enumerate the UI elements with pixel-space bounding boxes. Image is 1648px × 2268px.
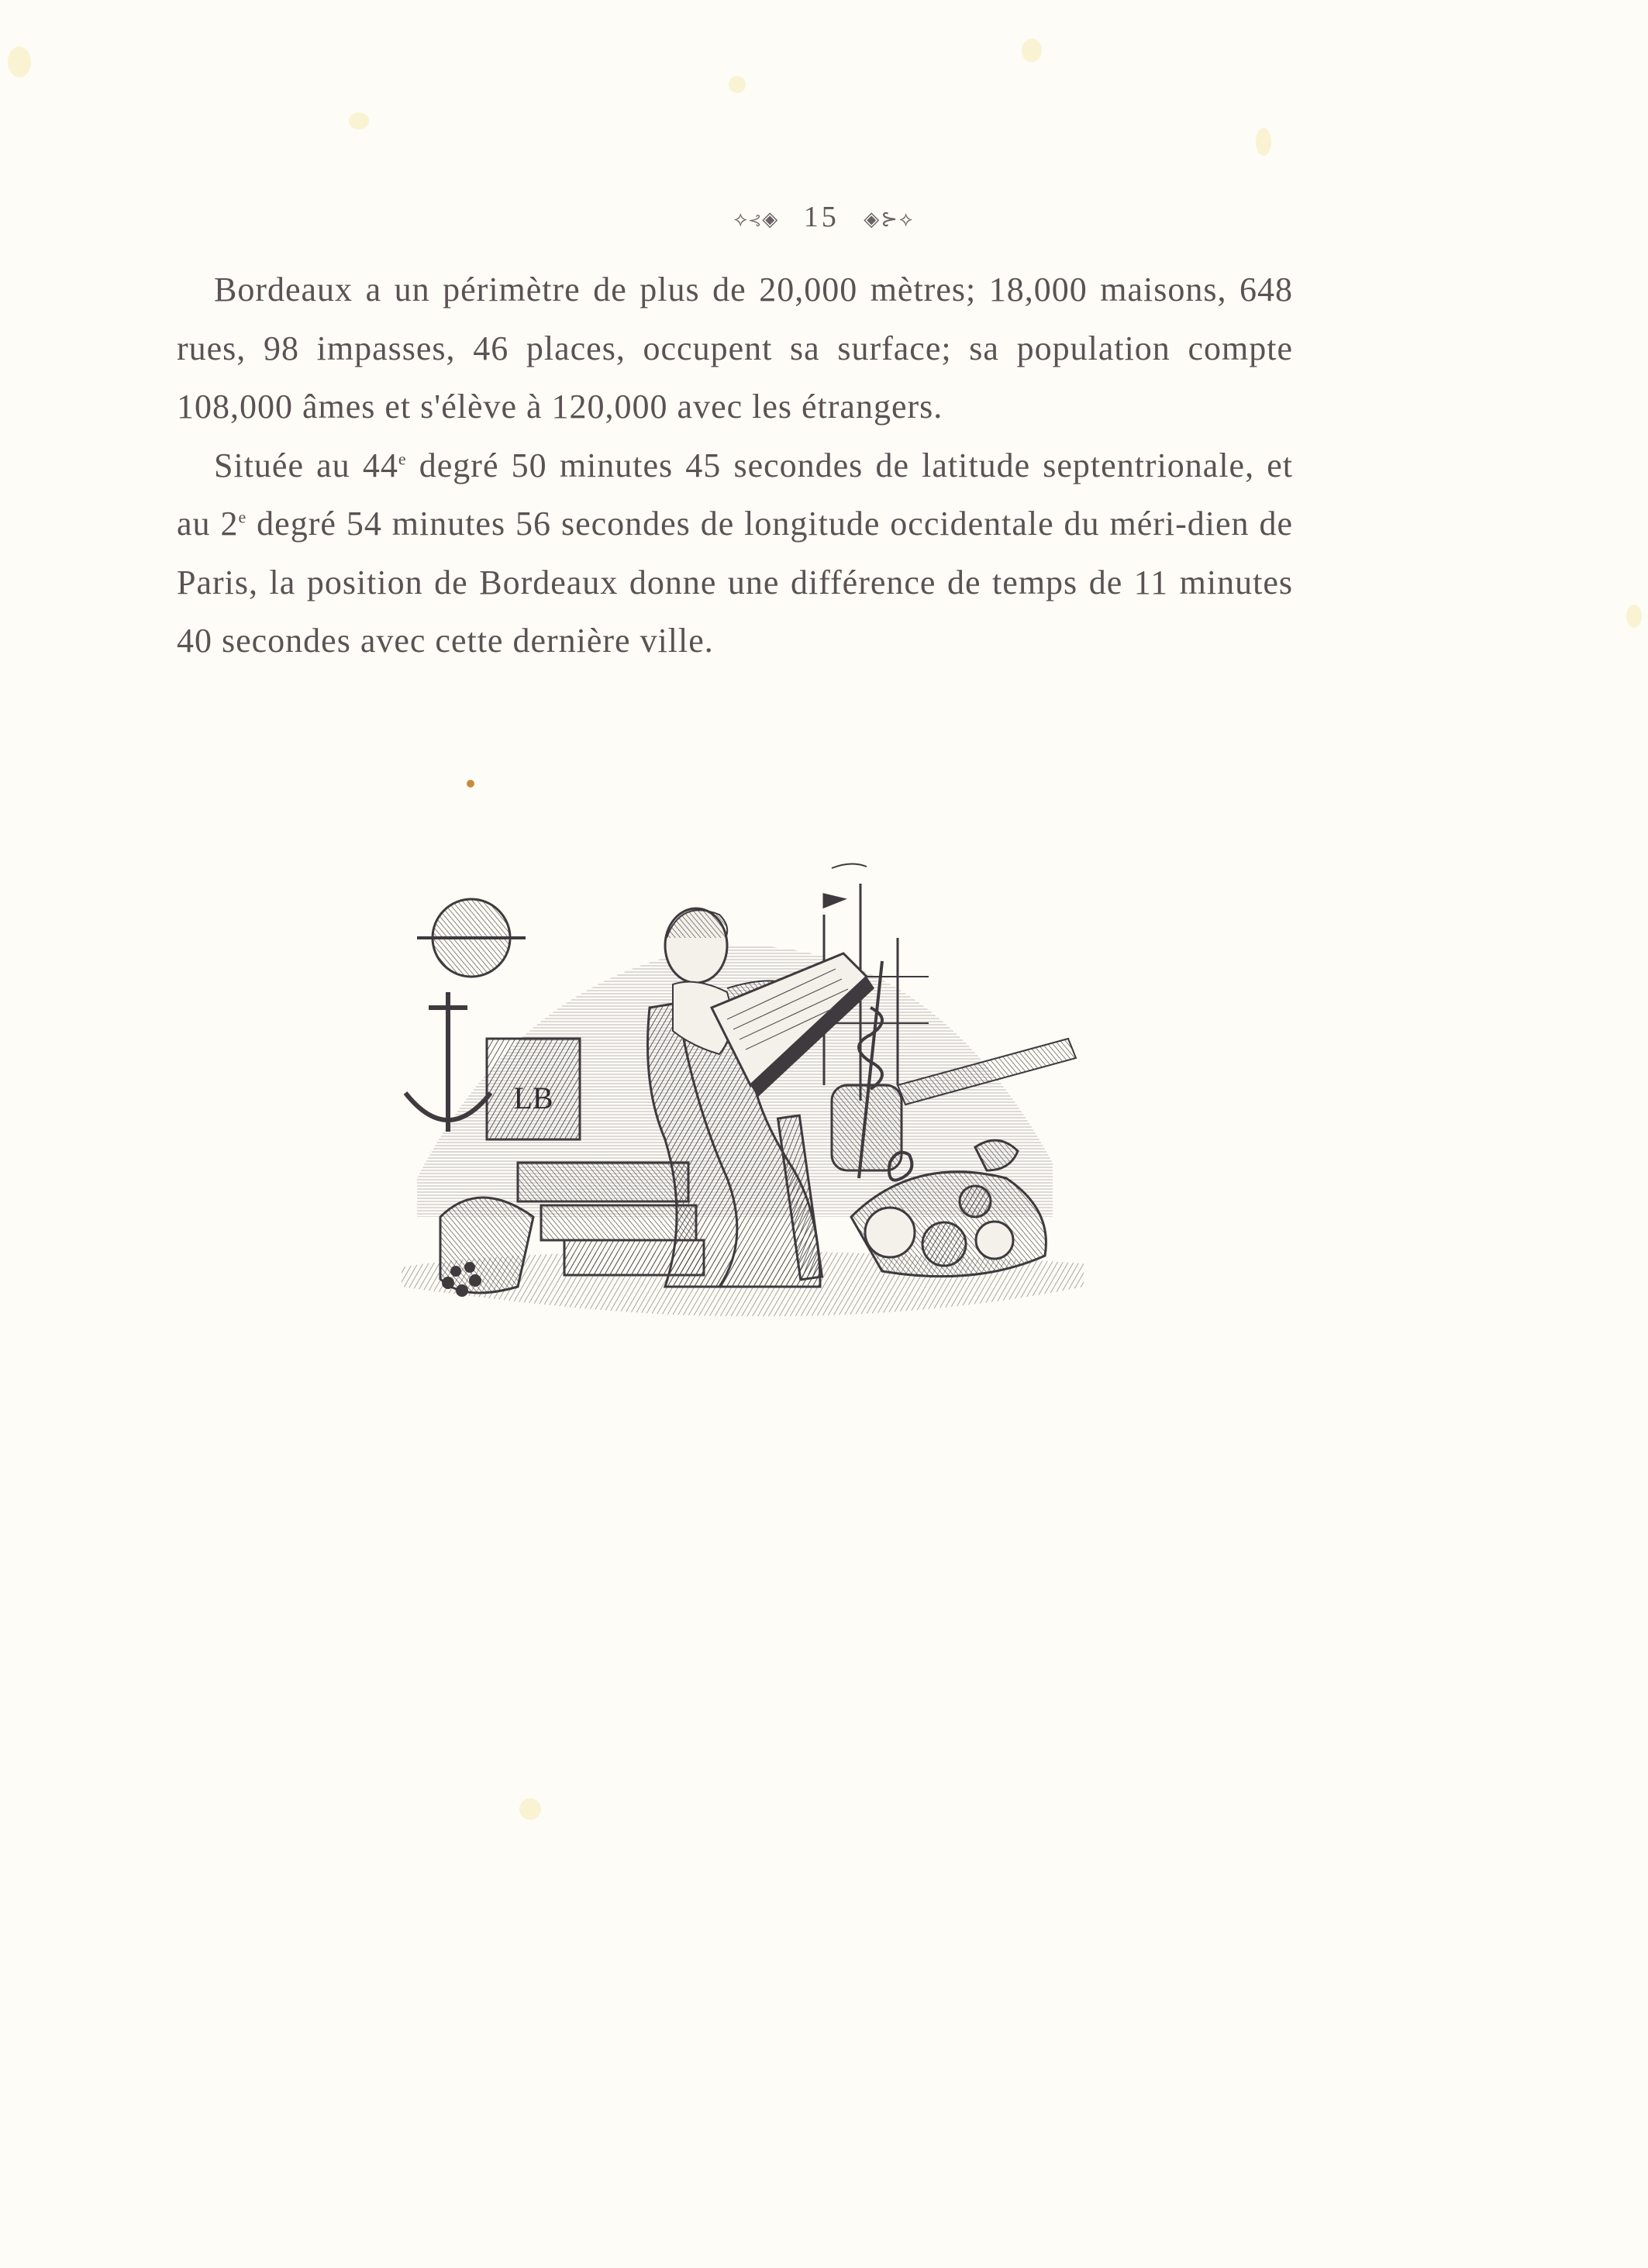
paragraph-1-line-1: Bordeaux a un périmètre de plus de 20,000 mètres; 18,000 maisons, — [214, 271, 1227, 308]
paragraph-1 — [177, 260, 1293, 436]
paragraph-2 — [177, 436, 1293, 670]
monogram: LB — [513, 1081, 553, 1115]
engraved-vignette — [386, 853, 1091, 1349]
superscript-e: e — [238, 507, 247, 527]
paper-spot — [8, 47, 31, 78]
globe — [417, 899, 526, 977]
paragraph-1-line-3: compte 108,000 âmes et s'élève à 120,000 avec les étrangers. — [177, 329, 1293, 426]
header-ornament-right: ◈⊱⟡ — [864, 207, 915, 230]
paper-spot — [519, 1798, 541, 1820]
body-text — [177, 260, 1293, 670]
ink-dot — [467, 780, 474, 788]
paper-spot — [349, 112, 369, 129]
paragraph-2-part-c: degré 54 minutes 56 secondes de longitude occidentale du méri-dien de Paris, la position de Bordeaux donne une différence de temps de 11 minutes 40 secondes avec cette dernière ville. — [177, 505, 1293, 660]
paper-spot — [1626, 605, 1642, 628]
paragraph-2-part-a: Située au 44 — [214, 446, 398, 484]
superscript-e: e — [398, 448, 407, 468]
paper-spot — [729, 76, 746, 93]
paragraph-1-line-2: 648 rues, 98 impasses, 46 places, occupent sa surface; sa population — [177, 271, 1294, 367]
header-ornament-left: ⟡⊰◈ — [733, 207, 780, 230]
paper-spot — [1256, 128, 1271, 156]
paper-spot — [1022, 39, 1042, 62]
page-number: 15 — [803, 201, 840, 233]
page-header — [0, 200, 1648, 234]
paragraph-2-part-b: degré 50 minutes 45 secondes de latitude septentrionale, et au 2 — [177, 446, 1293, 543]
